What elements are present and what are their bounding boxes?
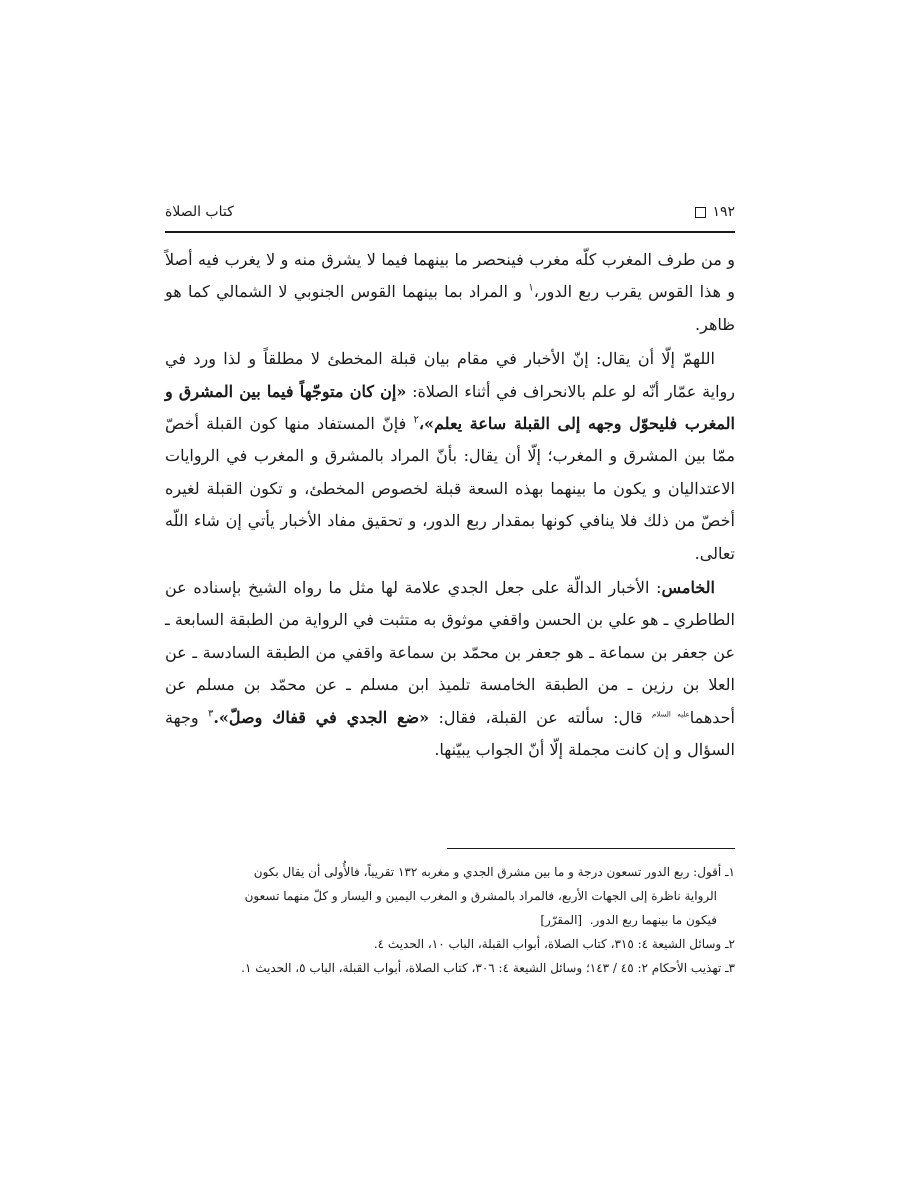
section-lead: الخامس xyxy=(661,578,715,598)
footnote-1: ١ـ أقول: ربع الدور تسعون درجة و ما بين مشرق الجدي و مغربه ١٣٢ تقريباً، فالأُولى أن يقال بكون xyxy=(253,865,735,879)
page-number: ١٩٢ xyxy=(712,204,735,220)
square-marker-icon xyxy=(695,207,706,218)
header-rule xyxy=(165,231,735,233)
footnote-ref-3: ٣ xyxy=(207,708,214,720)
footnote-ref-2: ٢ xyxy=(413,414,419,426)
honorific: عليه السلام xyxy=(652,710,690,719)
footnote-1-line-3 xyxy=(165,908,735,932)
quotation-1: «إن كان متوجّهاً فيما بين المشرق و المغرب فليحوّل وجهه إلى القبلة ساعة يعلم»، xyxy=(165,381,736,434)
paragraph-2-continuation: فإنّ المستفاد منها كون القبلة أخصّ ممّا بين المشرق و المغرب؛ إلّا أن يقال: بأنّ المراد بالمشرق و المغرب في الروايات الاعتداليان و يكون ما بينهما بهذه السعة قبلة لخصوص المخطئ، و تكون القبلة لغيره أخصّ من ذلك فلا ينافي كونها بمقدار ربع الدور، و تحقيق مفاد الأخبار يأتي إن شاء اللّه تعالى. xyxy=(165,414,735,563)
footnote-2: ٢ـ وسائل الشيعة ٤: ٣١٥، كتاب الصلاة، أبواب القبلة، الباب ١٠، الحديث ٤. xyxy=(373,937,735,951)
footnote-3: ٣ـ تهذيب الأحكام ٢: ٤٥ / ١٤٣؛ وسائل الشيعة ٤: ٣٠٦، كتاب الصلاة، أبواب القبلة، الباب ٥، الحديث ١. xyxy=(241,961,735,975)
paragraph-1-text: و من طرف المغرب كلّه مغرب فينحصر ما بينهما فيما لا يشرق منه و لا يغرب فيه أصلاً و هذا القوس يقرب ربع الدور، xyxy=(165,250,735,302)
footnote-separator xyxy=(447,848,735,849)
footnote-1-line-3-text: فيكون ما بينهما ربع الدور. xyxy=(589,913,717,927)
footnote-ref-1: ١ xyxy=(528,283,534,295)
paragraph-2 xyxy=(165,343,735,570)
paragraph-3-end: وجهة السؤال و إن كانت مجملة إلّا أنّ الجواب يبيّنها. xyxy=(165,707,735,760)
page-number-block xyxy=(695,204,735,220)
footnotes xyxy=(165,860,735,980)
paragraph-3-continuation: قال: سألته عن القبلة، فقال: xyxy=(429,707,653,727)
paragraph-3-text: : الأخبار الدالّة على جعل الجدي علامة لها مثل ما رواه الشيخ بإسناده عن الطاطري ـ هو علي بن الحسن واقفي موثوق به متثبت في الرواية من الطبقة السابعة ـ عن جعفر بن سماعة ـ هو جعفر بن محمّد بن سماعة واقفي من الطبقة السادسة ـ عن العلا بن رزين ـ من الطبقة الخامسة تلميذ ابن مسلم ـ عن محمّد بن مسلم عن أحدهما xyxy=(165,578,735,727)
paragraph-2-text: اللهمّ إلّا أن يقال: إنّ الأخبار في مقام بيان قبلة المخطئ لا مطلقاً و لذا ورد في رواية عمّار أنّه لو علم بالانحراف في أثناء الصلاة: xyxy=(165,349,735,401)
quotation-2: «ضع الجدي في قفاك وصلّ». xyxy=(213,707,430,727)
book-title: كتاب الصلاة xyxy=(165,204,234,220)
running-header xyxy=(165,200,735,224)
footnote-1-line-2: الرواية ناظرة إلى الجهات الأربع، فالمراد بالمشرق و المغرب اليمين و اليسار و كلّ منهما تسعون xyxy=(244,889,717,903)
paragraph-1-end: و المراد بما بينهما القوس الجنوبي لا الشمالي كما هو ظاهر. xyxy=(165,282,735,334)
footnote-1-tag: [المقرّر] xyxy=(540,913,583,927)
paragraph-3 xyxy=(165,572,735,766)
paragraph-1 xyxy=(165,244,735,341)
main-text xyxy=(165,244,735,769)
